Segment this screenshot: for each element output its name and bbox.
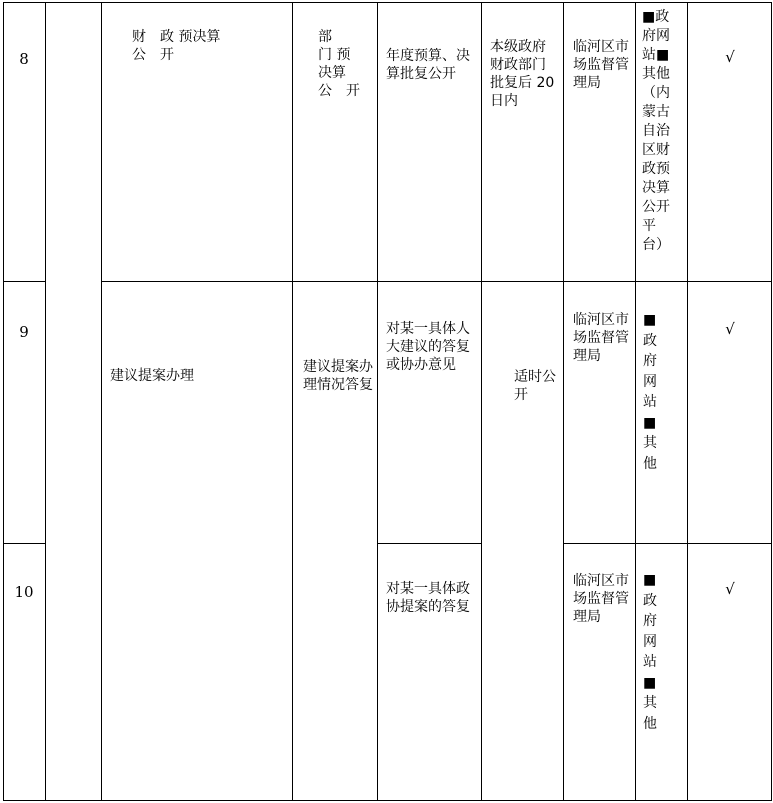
- col-line-4: [377, 2, 378, 801]
- disclosure-subject: 临河区市场监督管理局: [573, 573, 629, 625]
- col-line-3: [292, 2, 293, 801]
- disclosure-subject: 临河区市场监督管理局: [573, 39, 629, 91]
- col-line-1: [45, 2, 46, 801]
- content-line: 公 开: [318, 83, 360, 99]
- content-line: 门 预: [318, 47, 351, 63]
- row-divider-8-9: [3, 281, 45, 282]
- item-name: [132, 28, 282, 64]
- item-name-line: 公 开: [132, 47, 174, 63]
- check-mark: √: [725, 320, 735, 338]
- col-line-8: [687, 2, 688, 801]
- item-name-line: 财 政 预决算: [132, 29, 221, 45]
- disclosure-basis: 对某一具体人大建议的答复或协办意见: [386, 321, 470, 373]
- table-bottom-border: [3, 800, 771, 801]
- row-divider-8-9-right: [101, 281, 771, 282]
- content-line: 决算: [318, 65, 346, 81]
- row-number: 10: [14, 583, 34, 601]
- col-line-5: [481, 2, 482, 801]
- row-divider-9-10-a: [3, 543, 45, 544]
- disclosure-channel: ■政府网站■其他: [643, 312, 657, 472]
- content-line: 部: [318, 29, 332, 45]
- row-divider-9-10-b: [377, 543, 481, 544]
- disclosure-subject: 临河区市场监督管理局: [573, 312, 629, 364]
- content-name: 建议提案办理情况答复: [303, 359, 373, 393]
- col-line-6: [563, 2, 564, 801]
- col-line-2: [101, 2, 102, 801]
- col-line-7: [635, 2, 636, 801]
- time-limit: 本级政府财政部门批复后 20 日内: [490, 39, 555, 109]
- table-top-border: [3, 2, 771, 3]
- content-name: [318, 28, 374, 100]
- disclosure-basis: 对某一具体政协提案的答复: [386, 581, 470, 615]
- col-line-9: [771, 2, 772, 801]
- item-name: 建议提案办理: [110, 368, 194, 384]
- row-number: 8: [19, 50, 29, 68]
- check-mark: √: [725, 48, 735, 66]
- row-number: 9: [19, 323, 29, 341]
- disclosure-channel: ■政府网站■其他: [643, 572, 657, 732]
- disclosure-channel: ■政府网站■其他（内蒙古自治区财政预决算公开平台）: [642, 9, 670, 253]
- time-limit: 适时公开: [514, 369, 556, 403]
- col-line-0: [3, 2, 4, 801]
- check-mark: √: [725, 580, 735, 598]
- row-divider-9-10-c: [563, 543, 771, 544]
- disclosure-basis: 年度预算、决算批复公开: [386, 48, 470, 82]
